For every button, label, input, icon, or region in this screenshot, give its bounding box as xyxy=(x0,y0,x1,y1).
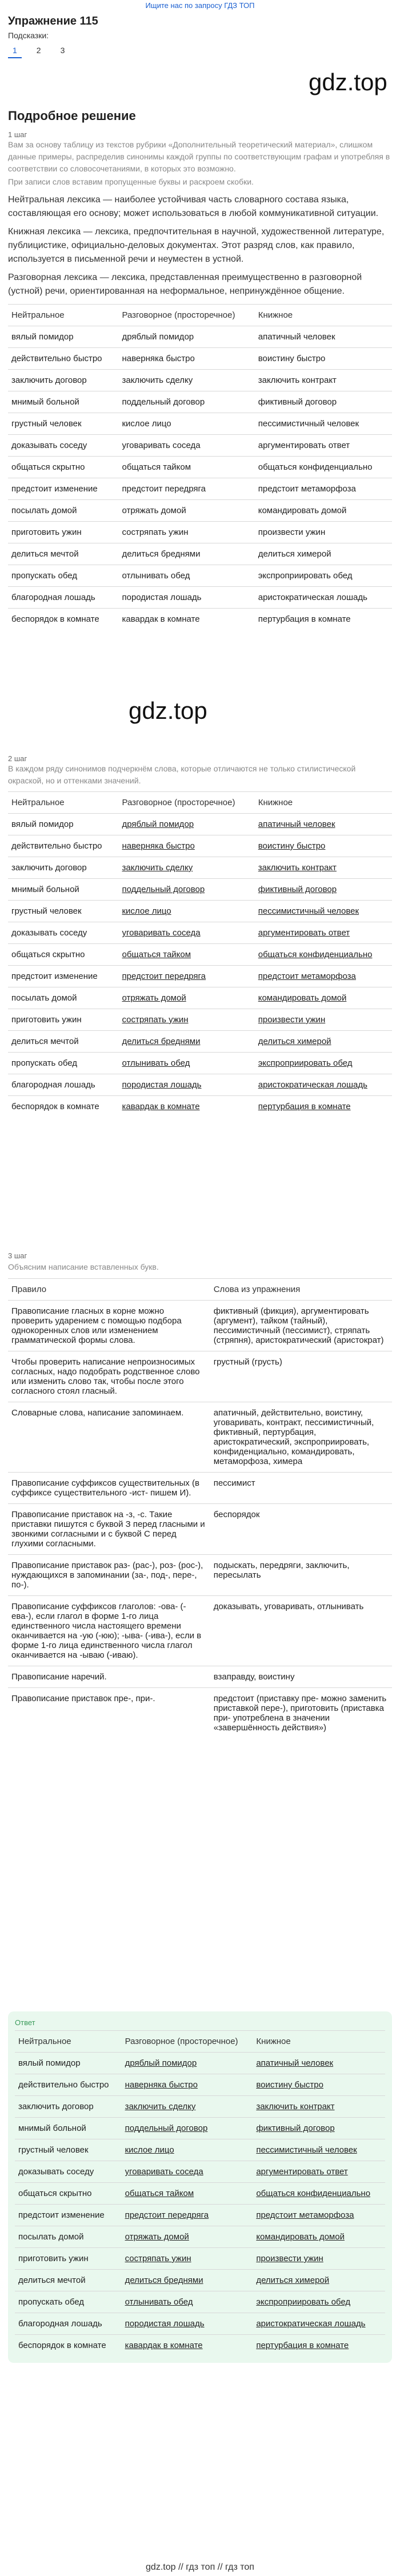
col-header: Нейтральное xyxy=(15,2031,122,2053)
table-row xyxy=(8,966,392,987)
cell: наверняка быстро xyxy=(122,2074,253,2096)
cell: пропускать обед xyxy=(8,565,118,587)
step3-text: Объясним написание вставленных букв. xyxy=(8,1262,159,1271)
tab-1[interactable]: 1 xyxy=(8,43,22,58)
cell: беспорядок xyxy=(210,1504,392,1555)
cell: поддельный договор xyxy=(118,879,254,901)
intro-text: Вам за основу таблицу из текстов рубрики «Дополнительный теоретический материал», слишком данные примеры, распределив синонимы каждой группы по соответствующим графам и употребляя в соответствии со словосочетаниями, в которых это возможно. xyxy=(8,140,390,173)
cell: подыскать, передряги, заключить, пересылать xyxy=(210,1555,392,1596)
cell: грустный человек xyxy=(15,2139,122,2161)
colloq-def: Разговорная лексика — лексика, представленная преимущественно в разговорной (устной) речи, ориентированная на неформальное, непринуждённое общение. xyxy=(8,273,362,296)
col-header: Книжное xyxy=(255,792,392,814)
cell: действительно быстро xyxy=(15,2074,122,2096)
table-row xyxy=(8,1074,392,1096)
cell: делиться бреднями xyxy=(122,2270,253,2291)
cell: мнимый больной xyxy=(15,2118,122,2139)
table-row xyxy=(8,1666,392,1688)
cell: кислое лицо xyxy=(118,413,254,435)
answer-table xyxy=(15,2030,385,2356)
cell: Правописание суффиксов существительных (в суффиксе существительного -ист- пишем И). xyxy=(8,1473,210,1504)
section-heading: Подробное решение xyxy=(8,109,136,123)
cell: приготовить ужин xyxy=(15,2248,122,2270)
cell: состряпать ужин xyxy=(122,2248,253,2270)
cell: Правописание суффиксов глаголов: -ова- (-ева-), если глагол в форме 1-го лица единственного числа настоящего времени оканчивается на -ую (-юю); -ыва- (-ива-), если в форме 1-го лица единственного числа глагол оканчивается на -ываю (-иваю). xyxy=(8,1596,210,1666)
cell: приготовить ужин xyxy=(8,1009,118,1031)
table-row xyxy=(8,857,392,879)
table-row xyxy=(15,2118,385,2139)
table-row xyxy=(15,2313,385,2335)
step-1 xyxy=(8,130,392,630)
page-title: Упражнение 115 xyxy=(8,15,98,27)
cell: предстоит передряга xyxy=(118,966,254,987)
intro-note: При записи слов вставим пропущенные буквы и раскроем скобки. xyxy=(8,177,254,186)
cell: посылать домой xyxy=(8,987,118,1009)
cell: заключить сделку xyxy=(122,2096,253,2118)
table-row xyxy=(8,435,392,457)
cell: вялый помидор xyxy=(15,2053,122,2074)
cell: приготовить ужин xyxy=(8,522,118,543)
cell: делиться химерой xyxy=(253,2270,385,2291)
cell: фиктивный договор xyxy=(255,391,392,413)
col-header: Разговорное (просторечное) xyxy=(122,2031,253,2053)
cell: командировать домой xyxy=(255,987,392,1009)
cell: отлынивать обед xyxy=(122,2291,253,2313)
cell: апатичный человек xyxy=(255,326,392,348)
cell: заключить контракт xyxy=(255,857,392,879)
cell: командировать домой xyxy=(253,2226,385,2248)
table-row xyxy=(8,391,392,413)
watermark-2: gdz.top xyxy=(129,697,207,724)
cell: экспроприировать обед xyxy=(255,565,392,587)
cell: породистая лошадь xyxy=(122,2313,253,2335)
search-banner[interactable] xyxy=(0,0,400,11)
cell: пессимист xyxy=(210,1473,392,1504)
cell: предстоит (приставку пре- можно заменить приставкой пере-), приготовить (приставка при- употреблена в значении «завершённость действия») xyxy=(210,1688,392,1739)
cell: действительно быстро xyxy=(8,835,118,857)
cell: воистину быстро xyxy=(253,2074,385,2096)
cell: отряжать домой xyxy=(118,987,254,1009)
cell: предстоит метаморфоза xyxy=(255,478,392,500)
col-header: Книжное xyxy=(253,2031,385,2053)
cell: аргументировать ответ xyxy=(255,435,392,457)
table-row xyxy=(8,922,392,944)
cell: заключить сделку xyxy=(118,370,254,391)
col-header: Книжное xyxy=(255,305,392,326)
synonyms-table-1 xyxy=(8,304,392,630)
table-row xyxy=(8,987,392,1009)
cell: доказывать соседу xyxy=(8,922,118,944)
cell: поддельный договор xyxy=(118,391,254,413)
table-row xyxy=(8,1053,392,1074)
cell: аристократическая лошадь xyxy=(255,587,392,609)
cell: грустный человек xyxy=(8,901,118,922)
table-row xyxy=(8,835,392,857)
cell: беспорядок в комнате xyxy=(8,1096,118,1118)
table-row xyxy=(8,1351,392,1402)
cell: уговаривать соседа xyxy=(118,922,254,944)
cell: дряблый помидор xyxy=(118,814,254,835)
cell: апатичный человек xyxy=(253,2053,385,2074)
cell: апатичный человек xyxy=(255,814,392,835)
cell: посылать домой xyxy=(15,2226,122,2248)
footer: gdz.top // гдз топ // гдз топ xyxy=(146,2562,254,2572)
cell: беспорядок в комнате xyxy=(15,2335,122,2357)
cell: делиться мечтой xyxy=(15,2270,122,2291)
cell: доказывать соседу xyxy=(8,435,118,457)
table-row xyxy=(15,2161,385,2183)
cell: аргументировать ответ xyxy=(255,922,392,944)
cell: действительно быстро xyxy=(8,348,118,370)
cell: посылать домой xyxy=(8,500,118,522)
cell: дряблый помидор xyxy=(122,2053,253,2074)
table-row xyxy=(8,879,392,901)
table-row xyxy=(8,348,392,370)
cell: предстоит метаморфоза xyxy=(255,966,392,987)
cell: фиктивный договор xyxy=(253,2118,385,2139)
cell: аристократическая лошадь xyxy=(255,1074,392,1096)
table-row xyxy=(8,478,392,500)
cell: кислое лицо xyxy=(118,901,254,922)
cell: благородная лошадь xyxy=(8,587,118,609)
cell: отряжать домой xyxy=(118,500,254,522)
cell: заключить договор xyxy=(15,2096,122,2118)
step-label: 2 шаг xyxy=(8,754,27,763)
cell: Чтобы проверить написание непроизносимых согласных, надо подобрать родственное слово или изменить слово так, чтобы после этого согласного стоял гласный. xyxy=(8,1351,210,1402)
cell: общаться тайком xyxy=(122,2183,253,2205)
table-row xyxy=(8,413,392,435)
step-label: 1 шаг xyxy=(8,130,27,139)
cell: Правописание приставок раз- (рас-), роз- (рос-), нуждающихся в запоминании (за-, под-, пере-, по-). xyxy=(8,1555,210,1596)
cell: отлынивать обед xyxy=(118,565,254,587)
cell: делиться бреднями xyxy=(118,1031,254,1053)
cell: наверняка быстро xyxy=(118,348,254,370)
cell: общаться тайком xyxy=(118,457,254,478)
cell: взаправду, воистину xyxy=(210,1666,392,1688)
cell: грустный человек xyxy=(8,413,118,435)
table-row xyxy=(15,2053,385,2074)
table-row xyxy=(15,2074,385,2096)
cell: поддельный договор xyxy=(122,2118,253,2139)
table-row xyxy=(8,1555,392,1596)
cell: заключить договор xyxy=(8,370,118,391)
table-row xyxy=(15,2226,385,2248)
cell: благородная лошадь xyxy=(8,1074,118,1096)
table-row xyxy=(15,2291,385,2313)
table-row xyxy=(8,457,392,478)
table-row xyxy=(8,1402,392,1473)
cell: дряблый помидор xyxy=(118,326,254,348)
cell: Правописание приставок на -з, -с. Такие приставки пишутся с буквой З перед гласными и звонкими согласными и с буквой С перед глухими согласными. xyxy=(8,1504,210,1555)
cell: пессимистичный человек xyxy=(253,2139,385,2161)
cell: доказывать соседу xyxy=(15,2161,122,2183)
table-row xyxy=(8,1301,392,1351)
table-row xyxy=(8,1596,392,1666)
cell: экспроприировать обед xyxy=(253,2291,385,2313)
table-row xyxy=(8,1096,392,1118)
table-row xyxy=(15,2183,385,2205)
cell: предстоит передряга xyxy=(122,2205,253,2226)
cell: кислое лицо xyxy=(122,2139,253,2161)
cell: воистину быстро xyxy=(255,348,392,370)
table-row xyxy=(8,326,392,348)
cell: кавардак в комнате xyxy=(118,609,254,630)
cell: пропускать обед xyxy=(15,2291,122,2313)
cell: делиться химерой xyxy=(255,543,392,565)
table-row xyxy=(8,500,392,522)
col-header: Нейтральное xyxy=(8,305,118,326)
table-row xyxy=(15,2096,385,2118)
cell: породистая лошадь xyxy=(118,1074,254,1096)
cell: заключить контракт xyxy=(253,2096,385,2118)
cell: уговаривать соседа xyxy=(122,2161,253,2183)
step2-text: В каждом ряду синонимов подчеркнём слова, которые отличаются не только стилистической окраской, но и оттенками значений. xyxy=(8,764,356,785)
cell: благородная лошадь xyxy=(15,2313,122,2335)
answer-label: Ответ xyxy=(15,2018,35,2027)
cell: породистая лошадь xyxy=(118,587,254,609)
cell: мнимый больной xyxy=(8,879,118,901)
cell: предстоит изменение xyxy=(8,478,118,500)
col-header: Разговорное (просторечное) xyxy=(118,792,254,814)
cell: Правописание приставок пре-, при-. xyxy=(8,1688,210,1739)
cell: общаться скрытно xyxy=(8,457,118,478)
tab-2[interactable]: 2 xyxy=(36,46,41,55)
cell: мнимый больной xyxy=(8,391,118,413)
table-row xyxy=(8,1009,392,1031)
cell: вялый помидор xyxy=(8,814,118,835)
neutral-def: Нейтральная лексика — наиболее устойчивая часть словарного состава языка, составляющая его основу; может использоваться в любой коммуникативной ситуации. xyxy=(8,195,379,218)
cell: отлынивать обед xyxy=(118,1053,254,1074)
cell: предстоит изменение xyxy=(8,966,118,987)
cell: состряпать ужин xyxy=(118,1009,254,1031)
cell: общаться скрытно xyxy=(8,944,118,966)
cell: предстоит метаморфоза xyxy=(253,2205,385,2226)
cell: делиться химерой xyxy=(255,1031,392,1053)
cell: грустный (грусть) xyxy=(210,1351,392,1402)
cell: Словарные слова, написание запоминаем. xyxy=(8,1402,210,1473)
table-row xyxy=(8,944,392,966)
cell: отряжать домой xyxy=(122,2226,253,2248)
cell: делиться мечтой xyxy=(8,1031,118,1053)
table-row xyxy=(15,2335,385,2357)
watermark: gdz.top xyxy=(309,69,387,95)
cell: пропускать обед xyxy=(8,1053,118,1074)
col-header: Правило xyxy=(8,1279,210,1301)
tab-3[interactable]: 3 xyxy=(60,46,65,55)
cell: апатичный, действительно, воистину, уговаривать, контракт, пессимистичный, фиктивный, пертурбация, аристократический, экспроприировать, конфиденциально, командировать, метаморфоза, химера xyxy=(210,1402,392,1473)
cell: произвести ужин xyxy=(255,1009,392,1031)
cell: доказывать, уговаривать, отлынивать xyxy=(210,1596,392,1666)
cell: предстоит изменение xyxy=(15,2205,122,2226)
cell: фиктивный (фикция), аргументировать (аргумент), тайком (тайный), пессимистичный (пессимист), стряпать (стряпня), аристократический (аристократ) xyxy=(210,1301,392,1351)
table-row xyxy=(8,522,392,543)
step-2 xyxy=(8,754,392,1117)
table-row xyxy=(8,1688,392,1739)
cell: состряпать ужин xyxy=(118,522,254,543)
cell: пессимистичный человек xyxy=(255,413,392,435)
cell: произвести ужин xyxy=(255,522,392,543)
hint-tabs xyxy=(8,43,69,58)
cell: командировать домой xyxy=(255,500,392,522)
step-label: 3 шаг xyxy=(8,1251,27,1260)
cell: делиться мечтой xyxy=(8,543,118,565)
cell: общаться конфиденциально xyxy=(255,457,392,478)
cell: заключить сделку xyxy=(118,857,254,879)
table-row xyxy=(15,2139,385,2161)
col-header: Слова из упражнения xyxy=(210,1279,392,1301)
cell: делиться бреднями xyxy=(118,543,254,565)
table-row xyxy=(8,543,392,565)
cell: Правописание наречий. xyxy=(8,1666,210,1688)
col-header: Разговорное (просторечное) xyxy=(118,305,254,326)
table-row xyxy=(8,370,392,391)
table-row xyxy=(8,565,392,587)
table-row xyxy=(15,2205,385,2226)
col-header: Нейтральное xyxy=(8,792,118,814)
table-row xyxy=(15,2270,385,2291)
cell: наверняка быстро xyxy=(118,835,254,857)
table-row xyxy=(8,901,392,922)
answer-block xyxy=(8,2011,392,2363)
cell: аргументировать ответ xyxy=(253,2161,385,2183)
table-row xyxy=(8,1473,392,1504)
rules-table xyxy=(8,1278,392,1738)
cell: произвести ужин xyxy=(253,2248,385,2270)
cell: кавардак в комнате xyxy=(122,2335,253,2357)
cell: пессимистичный человек xyxy=(255,901,392,922)
cell: воистину быстро xyxy=(255,835,392,857)
cell: кавардак в комнате xyxy=(118,1096,254,1118)
table-row xyxy=(15,2248,385,2270)
cell: общаться конфиденциально xyxy=(253,2183,385,2205)
table-row xyxy=(8,814,392,835)
cell: пертурбация в комнате xyxy=(253,2335,385,2357)
cell: предстоит передряга xyxy=(118,478,254,500)
cell: фиктивный договор xyxy=(255,879,392,901)
step-3 xyxy=(8,1251,392,1738)
banner-link[interactable]: Ищите нас по запросу ГДЗ ТОП xyxy=(145,1,255,10)
cell: заключить контракт xyxy=(255,370,392,391)
cell: вялый помидор xyxy=(8,326,118,348)
cell: пертурбация в комнате xyxy=(255,1096,392,1118)
hints-label: Подсказки: xyxy=(8,31,49,40)
cell: экспроприировать обед xyxy=(255,1053,392,1074)
synonyms-table-2 xyxy=(8,791,392,1117)
cell: Правописание гласных в корне можно проверить ударением с помощью подбора однокоренных слов или изменением грамматической формы слова. xyxy=(8,1301,210,1351)
cell: общаться конфиденциально xyxy=(255,944,392,966)
cell: аристократическая лошадь xyxy=(253,2313,385,2335)
cell: пертурбация в комнате xyxy=(255,609,392,630)
table-row xyxy=(8,609,392,630)
table-row xyxy=(8,1031,392,1053)
cell: уговаривать соседа xyxy=(118,435,254,457)
cell: общаться тайком xyxy=(118,944,254,966)
cell: общаться скрытно xyxy=(15,2183,122,2205)
cell: беспорядок в комнате xyxy=(8,609,118,630)
table-row xyxy=(8,1504,392,1555)
book-def: Книжная лексика — лексика, предпочтительная в научной, художественной литературе, публицистике, официально-деловых документах. Этот разряд слов, как правило, используется в письменной речи и неуместен в устной. xyxy=(8,227,385,264)
cell: заключить договор xyxy=(8,857,118,879)
table-row xyxy=(8,587,392,609)
